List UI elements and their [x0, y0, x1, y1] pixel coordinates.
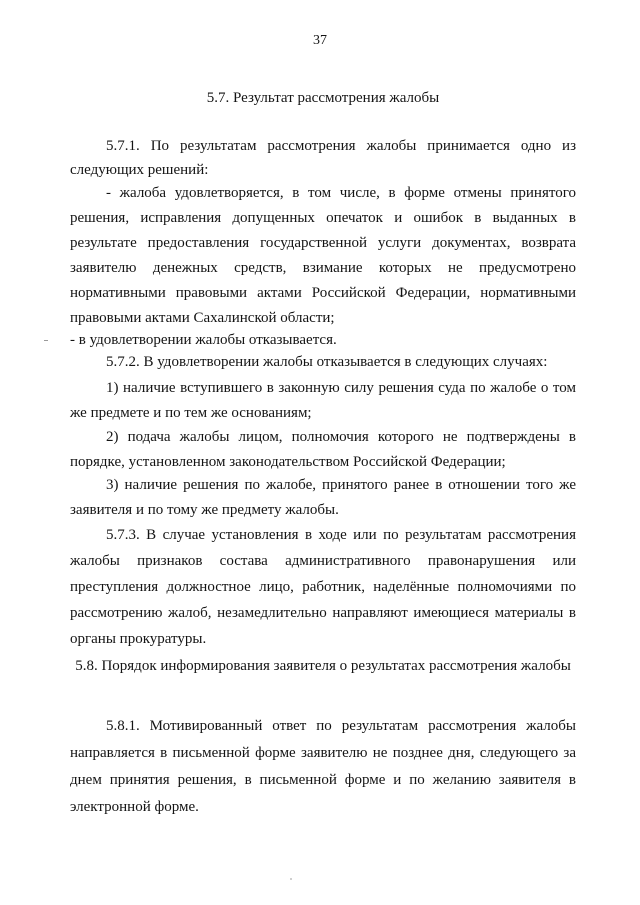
paragraph-5-7-2: 5.7.2. В удовлетворении жалобы отказывается в следующих случаях:	[106, 354, 548, 370]
section-heading-5-7: 5.7. Результат рассмотрения жалобы	[206, 90, 440, 106]
paragraph-5-8-1: 5.8.1. Мотивированный ответ по результатам рассмотрения жалобы направляется в письменной форме заявителю не позднее дня, следующего за днем принятия решения, в письменной форме и по желанию заявителя в электронной форме.	[70, 718, 576, 815]
paragraph-5-7-3: 5.7.3. В случае установления в ходе или по результатам рассмотрения жалобы признаков состава административного правонарушения или преступления должностное лицо, работник, наделённые полномочиями по рассмотрению жалоб, незамедлительно направляют имеющиеся материалы в органы прокуратуры.	[70, 527, 576, 647]
margin-mark	[44, 340, 48, 341]
page-number: 37	[313, 33, 327, 48]
decision-option-satisfy: - жалоба удовлетворяется, в том числе, в форме отмены принятого решения, исправления допущенных опечаток и ошибок в выданных в результате предоставления государственной услуги документах, возврата заявителю денежных средств, взимание которых не предусмотрено нормативными правовыми актами Российской Федерации, нормативными правовыми актами Сахалинской области;	[70, 185, 576, 326]
paragraph-5-7-1: 5.7.1. По результатам рассмотрения жалобы принимается одно из следующих решений:	[70, 138, 576, 178]
refusal-case-3: 3) наличие решения по жалобе, принятого ранее в отношении того же заявителя и по тому же предмету жалобы.	[70, 477, 576, 518]
section-heading-5-8: 5.8. Порядок информирования заявителя о результатах рассмотрения жалобы	[75, 658, 571, 674]
scan-speck	[290, 878, 292, 880]
decision-option-refuse: - в удовлетворении жалобы отказывается.	[70, 332, 337, 348]
refusal-case-1: 1) наличие вступившего в законную силу решения суда по жалобе о том же предмете и по тем же основаниям;	[70, 380, 576, 421]
refusal-case-2: 2) подача жалобы лицом, полномочия которого не подтверждены в порядке, установленном законодательством Российской Федерации;	[70, 429, 576, 470]
